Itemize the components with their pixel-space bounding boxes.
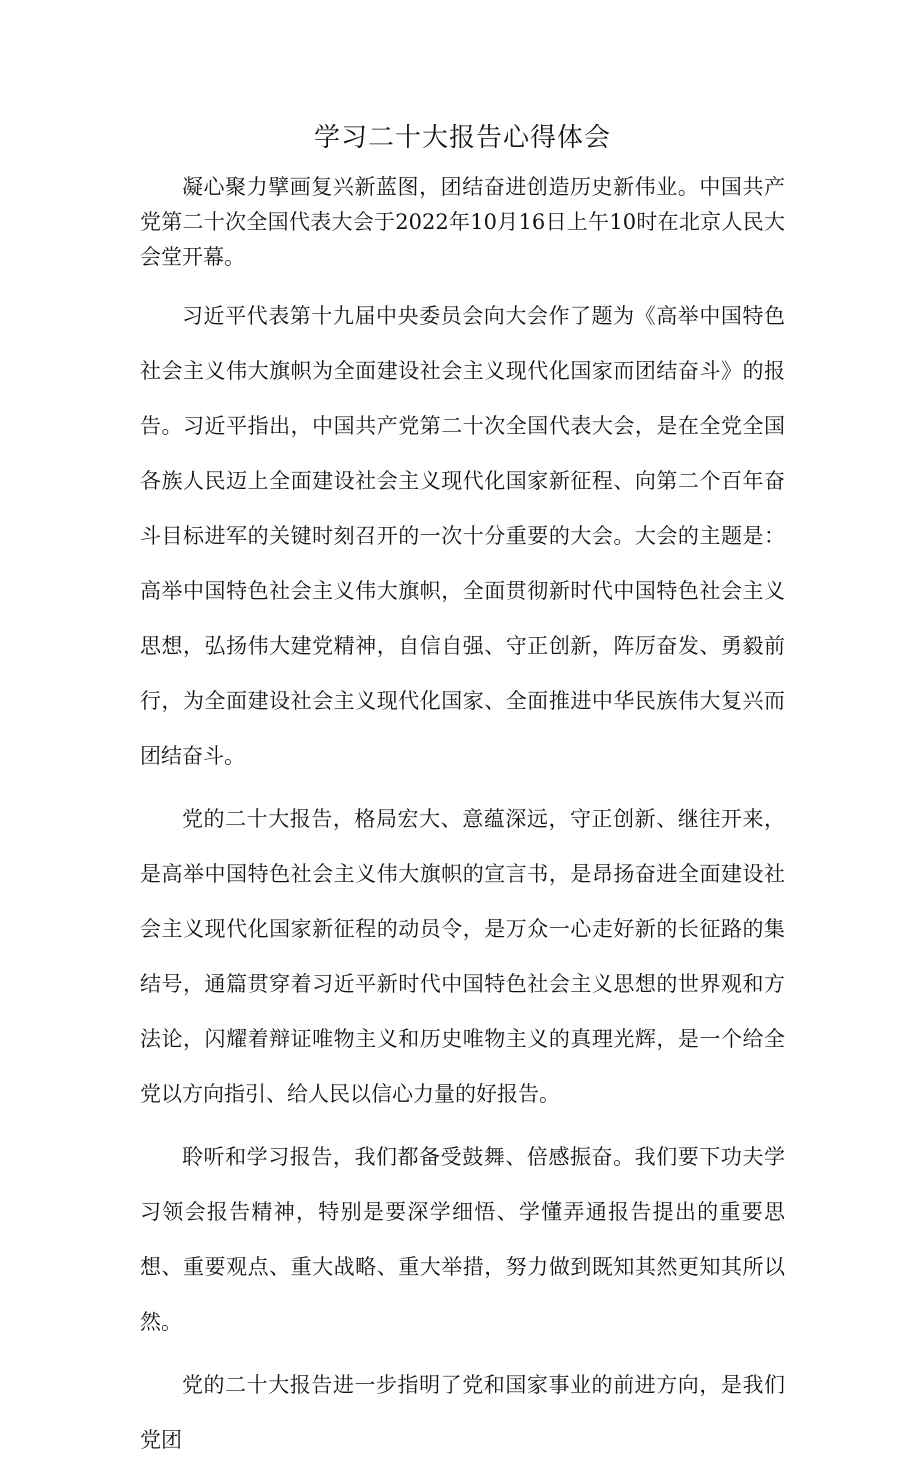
paragraph-3: 党的二十大报告，格局宏大、意蕴深远，守正创新、继往开来，是高举中国特色社会主义伟大旗帜的宣言书，是昂扬奋进全面建设社会主义现代化国家新征程的动员令，是万众一心走好新的长征路的集结号，通篇贯穿着习近平新时代中国特色社会主义思想的世界观和方法论，闪耀着辩证唯物主义和历史唯物主义的真理光辉，是一个给全党以方向指引、给人民以信心力量的好报告。 xyxy=(140,807,785,1106)
paragraph-5: 党的二十大报告进一步指明了党和国家事业的前进方向，是我们党团 xyxy=(140,1373,785,1452)
paragraph-4: 聆听和学习报告，我们都备受鼓舞、倍感振奋。我们要下功夫学习领会报告精神，特别是要深学细悟、学懂弄通报告提出的重要思想、重要观点、重大战略、重大举措，努力做到既知其然更知其所以然。 xyxy=(140,1145,785,1334)
document-title: 学习二十大报告心得体会 xyxy=(313,123,611,153)
paragraph-2: 习近平代表第十九届中央委员会向大会作了题为《高举中国特色社会主义伟大旗帜为全面建设社会主义现代化国家而团结奋斗》的报告。习近平指出，中国共产党第二十次全国代表大会，是在全党全国各族人民迈上全面建设社会主义现代化国家新征程、向第二个百年奋斗目标进军的关键时刻召开的一次十分重要的大会。大会的主题是：高举中国特色社会主义伟大旗帜，全面贯彻新时代中国特色社会主义思想，弘扬伟大建党精神，自信自强、守正创新，阵厉奋发、勇毅前行，为全面建设社会主义现代化国家、全面推进中华民族伟大复兴而团结奋斗。 xyxy=(140,304,785,768)
paragraph-1: 凝心聚力擘画复兴新蓝图，团结奋进创造历史新伟业。中国共产党第二十次全国代表大会于2022年10月16日上午10时在北京人民大会堂开幕。 xyxy=(140,175,785,269)
document-page xyxy=(140,118,785,1476)
